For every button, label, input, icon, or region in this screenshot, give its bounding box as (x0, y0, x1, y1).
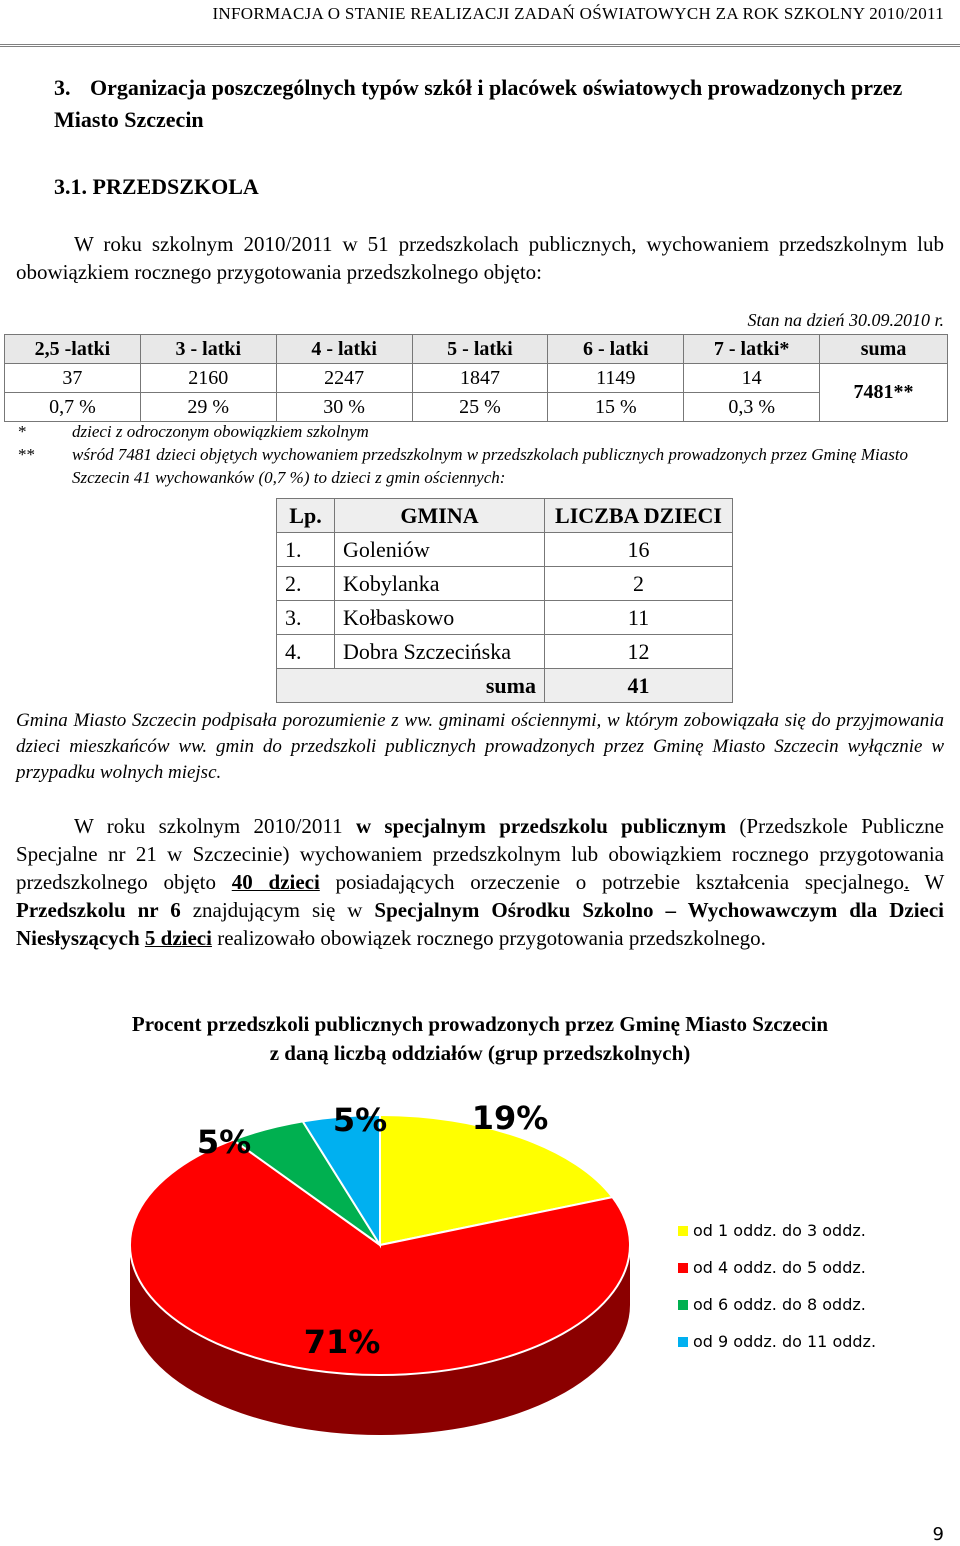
gmina-header: LICZBA DZIECI (545, 499, 733, 533)
gmina-lp: 2. (277, 567, 335, 601)
legend-swatch (678, 1337, 688, 1347)
gmina-name: Dobra Szczecińska (335, 635, 545, 669)
age-header: 6 - latki (548, 335, 684, 364)
special-paragraph (16, 812, 944, 952)
age-header: 5 - latki (412, 335, 548, 364)
table-row (277, 601, 733, 635)
state-date: Stan na dzień 30.09.2010 r. (747, 310, 944, 330)
table-row (277, 567, 733, 601)
age-count: 14 (684, 364, 820, 393)
legend-label: od 9 oddz. do 11 oddz. (693, 1332, 877, 1351)
table-row (277, 635, 733, 669)
legend-label: od 4 oddz. do 5 oddz. (693, 1258, 866, 1277)
age-count: 1149 (548, 364, 684, 393)
pie-data-label: 71% (303, 1323, 381, 1361)
age-percent: 15 % (548, 393, 684, 422)
gmina-name: Kołbaskowo (335, 601, 545, 635)
age-count: 2160 (140, 364, 276, 393)
age-table-percents-row (5, 393, 948, 422)
legend-swatch (678, 1263, 688, 1273)
pie-data-label: 5% (332, 1101, 388, 1139)
legend-item (678, 1249, 876, 1286)
chart-title-line: Procent przedszkoli publicznych prowadzonych przez Gminę Miasto Szczecin (131, 1012, 829, 1036)
pie-data-label: 19% (471, 1099, 549, 1137)
gmina-count: 11 (545, 601, 733, 635)
running-title: INFORMACJA O STANIE REALIZACJI ZADAŃ OŚWIATOWYCH ZA ROK SZKOLNY 2010/2011 (212, 4, 944, 23)
gmina-sum-row (277, 669, 733, 703)
legend-item (678, 1286, 876, 1323)
age-table (4, 334, 948, 422)
age-header: 4 - latki (276, 335, 412, 364)
legend-item (678, 1323, 876, 1360)
gmina-sum-label: suma (277, 669, 545, 703)
footnotes (18, 420, 948, 489)
legend-swatch (678, 1226, 688, 1236)
gmina-count: 2 (545, 567, 733, 601)
age-header: suma (820, 335, 948, 364)
gmina-lp: 1. (277, 533, 335, 567)
special-underlined: . (903, 870, 910, 894)
special-text: realizowało obowiązek rocznego przygotowania przedszkolnego. (211, 926, 766, 950)
pie-data-label: 5% (196, 1123, 252, 1161)
age-count: 1847 (412, 364, 548, 393)
age-header: 7 - latki* (684, 335, 820, 364)
legend-item (678, 1212, 876, 1249)
gmina-count: 12 (545, 635, 733, 669)
footnote-text: dzieci z odroczonym obowiązkiem szkolnym (72, 422, 369, 441)
footnote-text: wśród 7481 dzieci objętych wychowaniem przedszkolnym w przedszkolach publicznych prowadzonych przez Gminę Miasto Szczecin 41 wychowanków (0,7 %) to dzieci z gmin ościennych: (72, 445, 909, 487)
chart-legend (678, 1212, 876, 1360)
gmina-count: 16 (545, 533, 733, 567)
age-count: 2247 (276, 364, 412, 393)
gmina-name: Kobylanka (335, 567, 545, 601)
special-text: W roku szkolnym 2010/2011 (74, 814, 356, 838)
section-title-text: Organizacja poszczególnych typów szkół i placówek oświatowych prowadzonych przez Miasto Szczecin (54, 75, 903, 132)
footnote-mark: * (18, 422, 27, 441)
pie-chart (110, 1085, 670, 1465)
age-total: 7481** (820, 364, 948, 422)
special-text: (Przedszkole Publiczne Specjalne nr 21 w Szczecinie) wychowaniem przedszkolnym lub obowiązkiem rocznego przygotowania przedszkolnego objęto (16, 814, 944, 894)
intro-paragraph (16, 230, 944, 286)
age-percent: 25 % (412, 393, 548, 422)
gmina-sum-value: 41 (545, 669, 733, 703)
special-bold: Przedszkolu nr 6 (16, 898, 181, 922)
chart-title-line: z daną liczbą oddziałów (grup przedszkolnych) (269, 1041, 691, 1065)
chart-title (40, 1010, 920, 1068)
age-percent: 0,7 % (5, 393, 141, 422)
legend-swatch (678, 1300, 688, 1310)
age-header: 2,5 -latki (5, 335, 141, 364)
special-text: posiadających orzeczenie o potrzebie kształcenia specjalnego (319, 870, 904, 894)
footnote (18, 420, 948, 443)
page-header (0, 0, 960, 47)
footnote (18, 443, 948, 489)
table-row (277, 533, 733, 567)
gmina-table (276, 498, 733, 703)
gmina-lp: 4. (277, 635, 335, 669)
gmina-lp: 3. (277, 601, 335, 635)
intro-text: W roku szkolnym 2010/2011 w 51 przedszkolach publicznych, wychowaniem przedszkolnym lub obowiązkiem rocznego przygotowania przedszkolnego objęto: (16, 232, 944, 284)
page-number: 9 (932, 1524, 944, 1545)
age-table-header-row (5, 335, 948, 364)
special-text: W (909, 870, 945, 894)
age-percent: 30 % (276, 393, 412, 422)
age-count: 37 (5, 364, 141, 393)
footnote-mark: ** (18, 445, 35, 464)
gmina-header: Lp. (277, 499, 335, 533)
section-number: 3. (54, 75, 71, 100)
legend-label: od 6 oddz. do 8 oddz. (693, 1295, 866, 1314)
special-text: znajdującym się w (180, 898, 375, 922)
age-percent: 29 % (140, 393, 276, 422)
special-bold: Specjalnym Ośrodku Szkolno – Wychowawczym dla Dzieci Niesłyszących (16, 898, 945, 950)
gmina-table-header-row (277, 499, 733, 533)
gmina-header: GMINA (335, 499, 545, 533)
special-underlined: 40 dzieci (231, 870, 320, 894)
age-percent: 0,3 % (684, 393, 820, 422)
age-table-counts-row (5, 364, 948, 393)
gmina-name: Goleniów (335, 533, 545, 567)
agreement-paragraph: Gmina Miasto Szczecin podpisała porozumienie z ww. gminami ościennymi, w którym zobowiązała się do przyjmowania dzieci mieszkańców ww. gmin do przedszkoli publicznych prowadzonych przez Gminę Miasto Szczecin wyłącznie w przypadku wolnych miejsc. (16, 710, 944, 783)
special-bold: w specjalnym przedszkolu publicznym (355, 814, 727, 838)
special-underlined: 5 dzieci (144, 926, 212, 950)
section-title (54, 72, 944, 136)
legend-label: od 1 oddz. do 3 oddz. (693, 1221, 866, 1240)
age-header: 3 - latki (140, 335, 276, 364)
subsection-title: 3.1. PRZEDSZKOLA (54, 174, 259, 199)
